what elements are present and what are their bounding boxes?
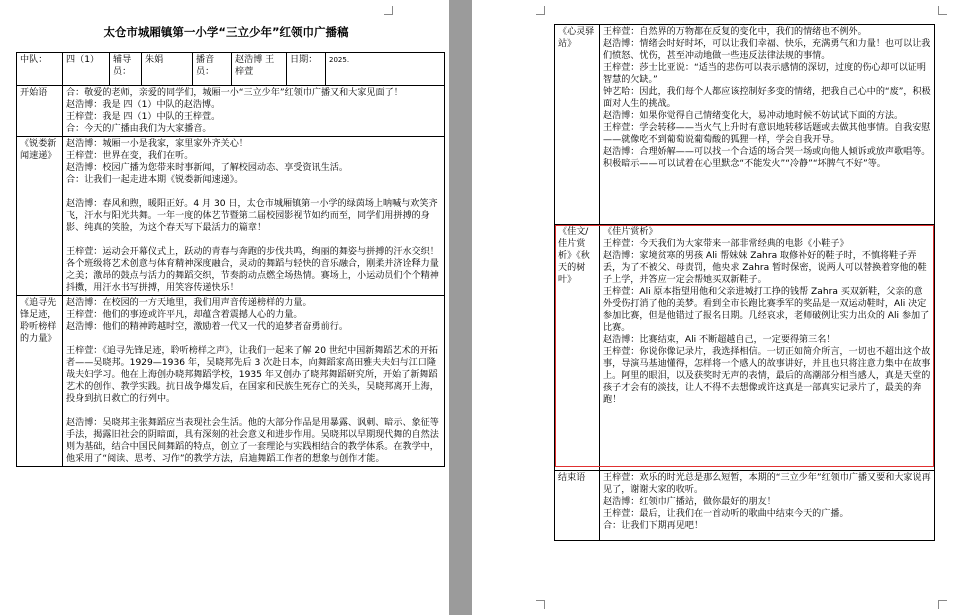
announcer-value: 赵浩博 王梓萱 [232,53,287,86]
script-line: 赵浩博：比赛结束，Ali 不断超越自己，一定要得第三名！ [603,335,836,345]
highlight-box [555,225,934,467]
script-line: 王梓萱：莎士比亚说：“适当的悲伤可以表示感情的深切，过度的伤心却可以证明智慧的欠缺。” [603,63,926,85]
script-line: 赵浩博：家境贫寒的男孩 Ali 帮妹妹 Zahra 取修补好的鞋子时，不慎将鞋子弄丢，为了不被父、母责罚，他央求 Zahra 暂时保密，说两人可以替换着穿他的鞋子上学，并答应一定会帮她买双新鞋子。 [603,251,927,285]
script-line: 赵浩博：如果你觉得自己情绪变化大，易冲动地时候不妨试试下面的方法。 [603,111,904,121]
section-content [63,137,445,296]
script-line: 赵浩博：红领巾广播站，做你最好的朋友！ [603,497,776,507]
paragraph-gap [66,333,441,345]
advisor-label: 辅导员： [110,53,142,86]
script-line: 合：今天的广播由我们为大家播音。 [66,124,212,134]
script-line: 赵浩博：他们的精神跨越时空，激励着一代又一代的追梦者奋勇前行。 [66,322,348,332]
broadcast-table-page1 [16,52,445,467]
script-line: 王梓萱：欢乐的时光总是那么短暂，本期的“三立少年”红领巾广播又要和大家说再见了，谢谢大家的收听。 [603,473,931,495]
paragraph-gap [66,234,441,246]
crop-mark [384,6,393,15]
section-row [555,25,935,225]
script-line: 王梓萱：他们的事迹或许平凡，却蕴含着震撼人心的力量。 [66,310,303,320]
section-label: 《追寻先锋足迹，聆听榜样的力量》 [17,296,63,467]
script-line: 王梓萱：你说你像记录片，我选择相信。一切正如简介所言，一切也不超出这个故事，导演马基迪懂得，怎样将一个感人的故事讲好，并且也只将注意力集中在故事上。阿里的眼泪，以及获奖时无声的表情，最后的高潮部分相当感人，真是天堂的孩子才会有的淡技，让人不得不去想像或许这真是一部真实记录片了，最美的奔跑！ [603,347,931,405]
script-line: 合：敬爱的老师，亲爱的同学们，城厢一小“三立少年”红领巾广播又和大家见面了！ [66,88,403,98]
script-line: 赵浩博：吴晓邦主张舞蹈应当表现社会生活。他的大部分作品是用暴露、讽刺、暗示、象征等手法，揭露旧社会的阴暗面，具有深刻的社会意义和进步作用。吴晓邦以早期现代舞的自然法则为基础，结合中国民间舞蹈的特点，创立了一套理论与实践相结合的教学体系。在教学中，他采用了“阅读、思考、习作”的教学方法，启迪舞蹈工作者的想象与创作才能。 [66,418,439,464]
announcer-label: 播音员： [193,53,232,86]
section-row [17,86,445,137]
date-value: 2025. [326,53,445,86]
section-row [555,471,935,541]
paragraph-gap [66,186,441,198]
script-line: 王梓萱：Ali 原本指望用他和父亲进城打工挣的钱帮 Zahra 买双新鞋，父亲的意外受伤打消了他的美梦。看到全市长跑比赛季军的奖品是一双运动鞋时，Ali 决定参加比赛，但是他错过了报名日期。几经哀求，老师破例让实力出众的 Ali 参加了比赛。 [603,287,930,333]
section-label: 开始语 [17,86,63,137]
section-label: 《锐娄新闻速递》 [17,137,63,296]
script-line: 赵浩博：在校园的一方天地里，我们用声音传递榜样的力量。 [66,298,312,308]
section-content [600,471,935,541]
section-label: 《佳文/佳片赏析》《秋天的树叶》 [555,225,600,471]
script-line: 合：让我们下期再见吧！ [603,521,704,531]
page-gutter [449,0,472,615]
date-label: 日期： [287,53,326,86]
paragraph-gap [66,405,441,417]
script-line: 王梓萱：我是 四（1）中队的王梓萱。 [66,112,221,122]
section-label: 《心灵驿站》 [555,25,600,225]
script-line: 王梓萱：今天我们为大家带来一部非常经典的电影《小鞋子》 [603,239,849,249]
advisor-value: 朱娟 [142,53,193,86]
script-line: 王梓萱：世界在变，我们在听。 [66,151,194,161]
section-row [17,296,445,467]
script-line: 赵浩博：我是 四（1）中队的赵浩博。 [66,100,221,110]
script-line: 赵浩博：合理娇解——可以找一个合适的场合哭一场或向他人倾诉或放声歌唱等。积极暗示——可以试着在心里默念“不能发火”“冷静”“坏脾气不好”等。 [603,147,931,169]
crop-mark [536,600,545,609]
script-line: 赵浩博：春风和煦，暖阳正好。4 月 30 日，太仓市城厢镇第一小学的绿茵场上呐喊与欢笑齐飞，汗水与阳光共舞。一年一度的体艺节暨第二届校园影视节如约而至，同学们用拼搏的身影、纯真的笑脸，为这个春天写下最活力的篇章！ [66,199,438,233]
script-line: 赵浩博：校园广播为您带来时事新闻，了解校园动态、享受资讯生活。 [66,163,348,173]
crop-mark [536,6,545,15]
script-line: 王梓萱：自然界的万物都在反复的变化中，我们的情绪也不例外。 [603,27,867,37]
script-line: 王梓萱：《追寻先锋足迹，聆听榜样之声》，让我们一起来了解 20 世纪中国新舞蹈艺术的开拓者——吴晓邦。1929—1936 年，吴晓邦先后 3 次赴日本，向舞蹈家高田雅夫夫妇与江口隆哉夫妇学习。他在上海创办晓邦舞蹈学校，1935 年又创办了晓邦舞蹈研究所，开始了新舞蹈艺术的创作、教学实践。抗日战争爆发后，在国家和民族生死存亡的关头，吴晓邦离开上海，投身到抗日救亡的行列中。 [66,346,439,404]
script-line: 赵浩博：情绪会时好时坏，可以让我们幸福、快乐，充满勇气和力量！也可以让我们愤怒、忧伤，甚至冲动地做一些违反法律法规的事情。 [603,39,931,61]
script-line: 钟艺哈：因此，我们每个人都应该控制好多变的情绪，把我自己心中的“废”，积极面对人生的挑战。 [603,87,931,109]
script-line: 王梓萱：学会转移——当火气上升时有意识地转移话题或去做其他事情。自我安慰——就像吃不到葡萄说葡萄酸的狐狸一样，学会自我开导。 [603,123,931,145]
script-line: 王梓萱：最后，让我们在一首动听的歌曲中结束今天的广播。 [603,509,849,519]
script-line: 赵浩博：城厢一小是我家，家里家外齐关心！ [66,139,248,149]
crop-mark [938,600,947,609]
script-line: 《佳片赏析》 [603,227,658,237]
script-line: 合：让我们一起走进本期《锐娄新闻速递》。 [66,175,244,185]
section-content [63,86,445,137]
script-line: 王梓萱：运动会开幕仪式上，跃动的青春与奔跑的步伐共鸣，绚丽的舞姿与拼搏的汗水交织！各个班级将艺术创意与体育精神深度融合，灵动的舞蹈与轻快的音乐融合，刚柔并济诠释力量之美；激昂的鼓点与活力的舞蹈交织，节奏韵动点燃全场热情。赛场上，小运动员们个个精神抖擞，用汗水书写拼搏，用笑容传递快乐！ [66,247,439,293]
left-sections [17,86,445,467]
section-label: 结束语 [555,471,600,541]
section-content [600,25,935,225]
header-row [17,53,445,86]
section-content [63,296,445,467]
section-row [17,137,445,296]
document-title: 太仓市城厢镇第一小学“三立少年”红领巾广播稿 [103,25,349,39]
crop-mark [938,6,947,15]
squad-value: 四（1） [63,53,110,86]
squad-label: 中队： [17,53,63,86]
